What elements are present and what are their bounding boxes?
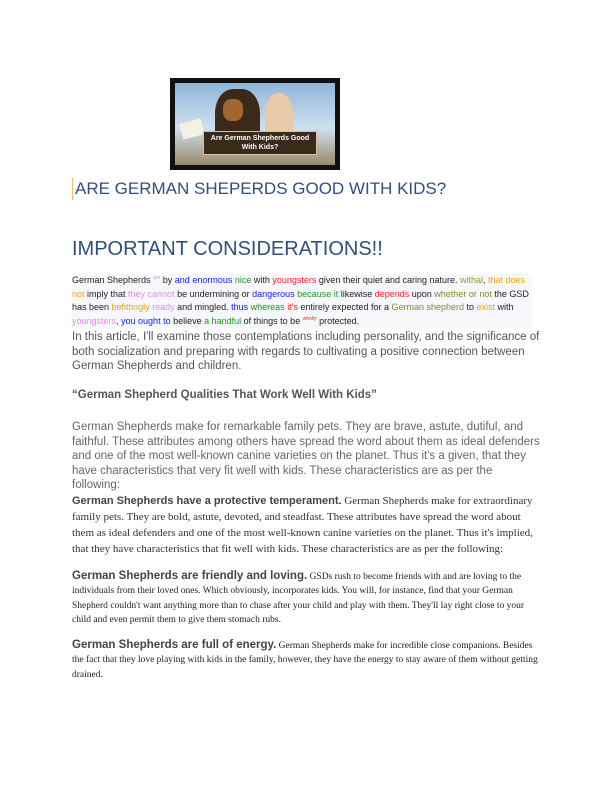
section-energy	[72, 638, 542, 683]
spun-word: with	[497, 302, 514, 312]
quote-heading: “German Shepherd Qualities That Work Well With Kids”	[72, 388, 377, 401]
section-body: German Shepherds make for extraordinary family pets. They are bold, astute, devoted, and steadfast. These attributes have spread the word about them as ideal defenders and one of the most well-known canine varieties on the planet. Thus it's implied, that they have characteristics that fit well with kids. These characteristics are as per the following:	[72, 494, 533, 555]
page-title: ARE GERMAN SHEPERDS GOOD WITH KIDS?	[72, 178, 446, 200]
spun-word: with	[253, 275, 273, 285]
spun-word: it's	[287, 302, 301, 312]
spun-word: whether or not	[434, 288, 495, 299]
spun-word: befittingly	[111, 302, 153, 312]
spun-word: exist	[476, 302, 498, 312]
section-body: German Shepherds make for incredible close companions. Besides the fact that they love playing with kids in the family, however, they have the energy to stay aware of them without getting drained.	[72, 640, 538, 680]
book-icon	[179, 118, 204, 139]
spun-word: depends	[374, 288, 412, 299]
spun-word: thus	[231, 302, 251, 312]
section-friendly	[72, 569, 542, 628]
spun-word: they cannot	[128, 288, 178, 299]
spun-word: the GSD has been	[72, 288, 529, 312]
spun-word: youngsters	[272, 275, 319, 285]
spun-word: and mingled.	[177, 302, 232, 312]
spun-word: German Shepherds	[72, 275, 154, 285]
intro-paragraph: In this article, I'll examine those contemplations including personality, and the significance of both socialization and preparing with regards to cultivating a positive connection between German Shepherds and children.	[72, 331, 540, 372]
spun-word: upon	[411, 288, 435, 299]
spun-word: entirely expected for a	[300, 302, 392, 312]
spun-word: imply that	[87, 288, 129, 299]
spun-word: be undermining or	[177, 288, 253, 299]
qualities-intro: German Shepherds make for remarkable family pets. They are brave, astute, dutiful, and faithful. These attributes among others have spread the word about them as ideal defenders and one of the most well-known canine varieties on the planet. Thus it's a given, that they have characteristics that very fit well with kids. These characteristics are as per the following:	[72, 421, 540, 491]
section-heading: German Shepherds are full of energy.	[72, 638, 277, 651]
section-heading: German Shepherds are friendly and loving.	[72, 569, 308, 582]
spun-word: ready	[152, 302, 178, 312]
spun-word: , you ought to	[116, 315, 174, 326]
spun-paragraph	[72, 274, 532, 328]
section-protective	[72, 493, 542, 557]
spun-word: protected.	[316, 315, 360, 326]
spun-word: believe	[173, 315, 205, 326]
spun-word: nice	[234, 275, 254, 285]
spun-word: a handful	[204, 315, 244, 326]
spun-word: given their quiet and caring nature.	[318, 275, 460, 285]
spun-word: and enormous	[174, 275, 235, 285]
spun-word: whereas	[250, 302, 288, 312]
spun-word: because it	[297, 288, 341, 299]
spun-word: by	[160, 275, 175, 285]
spun-word: wholly	[302, 315, 317, 322]
spun-word: that does not	[72, 275, 526, 299]
hero-caption: Are German Shepherds Good With Kids?	[203, 131, 317, 155]
section-body: GSDs rush to become friends with and are loving to the individuals from their loved ones. Which obviously, incorporates kids. You will, for instance, find that your German Shepherd couldn't want anything more than to chase after your child and play with them. They'll lay right close to your child and even permit them to give them stomach rubs.	[72, 571, 525, 625]
spun-word: are	[153, 275, 161, 281]
spun-word: of things to be	[243, 315, 303, 326]
spun-word: ,	[483, 275, 489, 285]
spun-word: German shepherd	[391, 302, 467, 312]
spun-word: dangerous	[252, 288, 298, 299]
spun-word: withal	[460, 275, 484, 285]
section-heading: IMPORTANT CONSIDERATIONS!!	[72, 238, 383, 260]
spun-word: likewise	[340, 288, 375, 299]
spun-word: to	[466, 302, 477, 312]
hero-image	[170, 78, 340, 170]
spun-word: youngsters	[72, 315, 117, 326]
section-heading: German Shepherds have a protective temperament.	[72, 494, 342, 507]
